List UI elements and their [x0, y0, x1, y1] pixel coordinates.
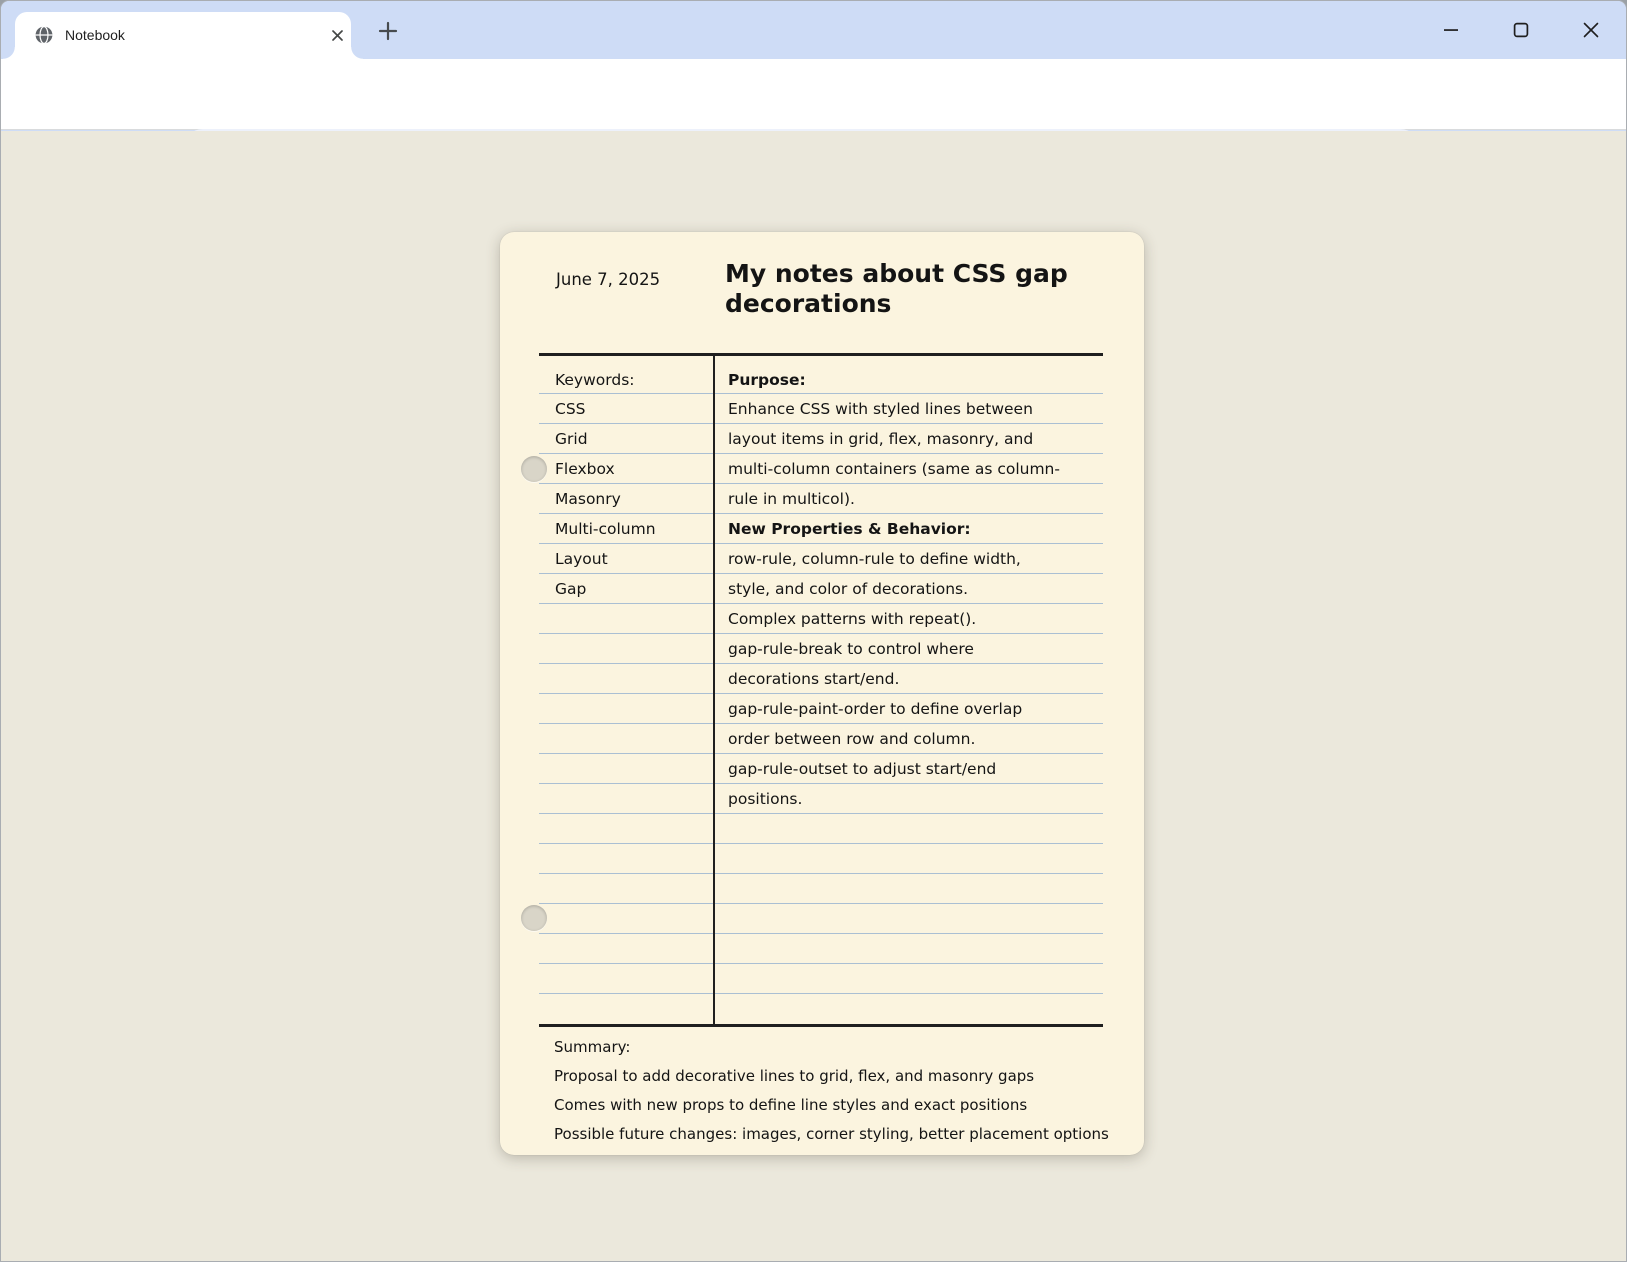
minimize-icon	[1443, 22, 1459, 38]
detail-row	[715, 934, 1103, 964]
tab-close-icon[interactable]	[329, 27, 346, 44]
detail-row	[715, 874, 1103, 904]
keyword-row	[539, 964, 713, 994]
keyword-row: Gap	[539, 574, 713, 604]
keyword-row: Layout	[539, 544, 713, 574]
note-date: June 7, 2025	[556, 270, 661, 289]
purpose-header: Purpose:	[715, 356, 1103, 394]
tab-strip	[1, 1, 1626, 59]
detail-row: order between row and column.	[715, 724, 1103, 754]
keyword-row	[539, 874, 713, 904]
keyword-row	[539, 724, 713, 754]
globe-favicon-icon	[34, 25, 54, 45]
keyword-row	[539, 844, 713, 874]
keyword-row: Flexbox	[539, 454, 713, 484]
details-column	[713, 356, 1103, 1024]
detail-row: layout items in grid, flex, masonry, and	[715, 424, 1103, 454]
new-tab-button[interactable]	[375, 18, 401, 44]
detail-row	[715, 844, 1103, 874]
note-title: My notes about CSS gap decorations	[725, 259, 1068, 318]
keywords-rows	[539, 394, 713, 1024]
detail-row: gap-rule-break to control where	[715, 634, 1103, 664]
minimize-button[interactable]	[1428, 1, 1474, 59]
keyword-row: Multi-column	[539, 514, 713, 544]
detail-row	[715, 964, 1103, 994]
detail-row: rule in multicol).	[715, 484, 1103, 514]
keyword-row	[539, 904, 713, 934]
keyword-row	[539, 784, 713, 814]
detail-row: gap-rule-paint-order to define overlap	[715, 694, 1103, 724]
detail-row: style, and color of decorations.	[715, 574, 1103, 604]
detail-row: multi-column containers (same as column-	[715, 454, 1103, 484]
keywords-header: Keywords:	[539, 356, 713, 394]
detail-row: positions.	[715, 784, 1103, 814]
maximize-button[interactable]	[1498, 1, 1544, 59]
toolbar	[1, 59, 1626, 130]
detail-row: Enhance CSS with styled lines between	[715, 394, 1103, 424]
keyword-row: Masonry	[539, 484, 713, 514]
keyword-row	[539, 994, 713, 1024]
summary-line: Proposal to add decorative lines to grid, flex, and masonry gaps	[554, 1067, 1035, 1085]
keyword-row	[539, 664, 713, 694]
tab-title: Notebook	[65, 27, 125, 43]
summary-line: Possible future changes: images, corner styling, better placement options	[554, 1125, 1109, 1143]
keywords-column	[539, 356, 713, 1024]
close-icon	[1583, 22, 1599, 38]
keyword-row	[539, 694, 713, 724]
detail-row	[715, 994, 1103, 1024]
detail-row	[715, 904, 1103, 934]
summary-section	[554, 1033, 1109, 1149]
detail-row: gap-rule-outset to adjust start/end	[715, 754, 1103, 784]
keyword-row: Grid	[539, 424, 713, 454]
detail-row: decorations start/end.	[715, 664, 1103, 694]
maximize-icon	[1513, 22, 1529, 38]
detail-row: New Properties & Behavior:	[715, 514, 1103, 544]
detail-row	[715, 814, 1103, 844]
keyword-row	[539, 604, 713, 634]
keyword-row	[539, 754, 713, 784]
close-window-button[interactable]	[1568, 1, 1614, 59]
summary-line: Comes with new props to define line styles and exact positions	[554, 1096, 1028, 1114]
detail-row: Complex patterns with repeat().	[715, 604, 1103, 634]
keyword-row: CSS	[539, 394, 713, 424]
keyword-row	[539, 634, 713, 664]
keyword-row	[539, 814, 713, 844]
detail-row: row-rule, column-rule to define width,	[715, 544, 1103, 574]
details-rows	[715, 394, 1103, 1024]
summary-header: Summary:	[554, 1038, 631, 1056]
tab-notebook[interactable]	[15, 12, 351, 59]
page-content	[1, 131, 1626, 1262]
keyword-row	[539, 934, 713, 964]
notes-table	[539, 353, 1103, 1027]
notebook-card	[500, 232, 1144, 1155]
